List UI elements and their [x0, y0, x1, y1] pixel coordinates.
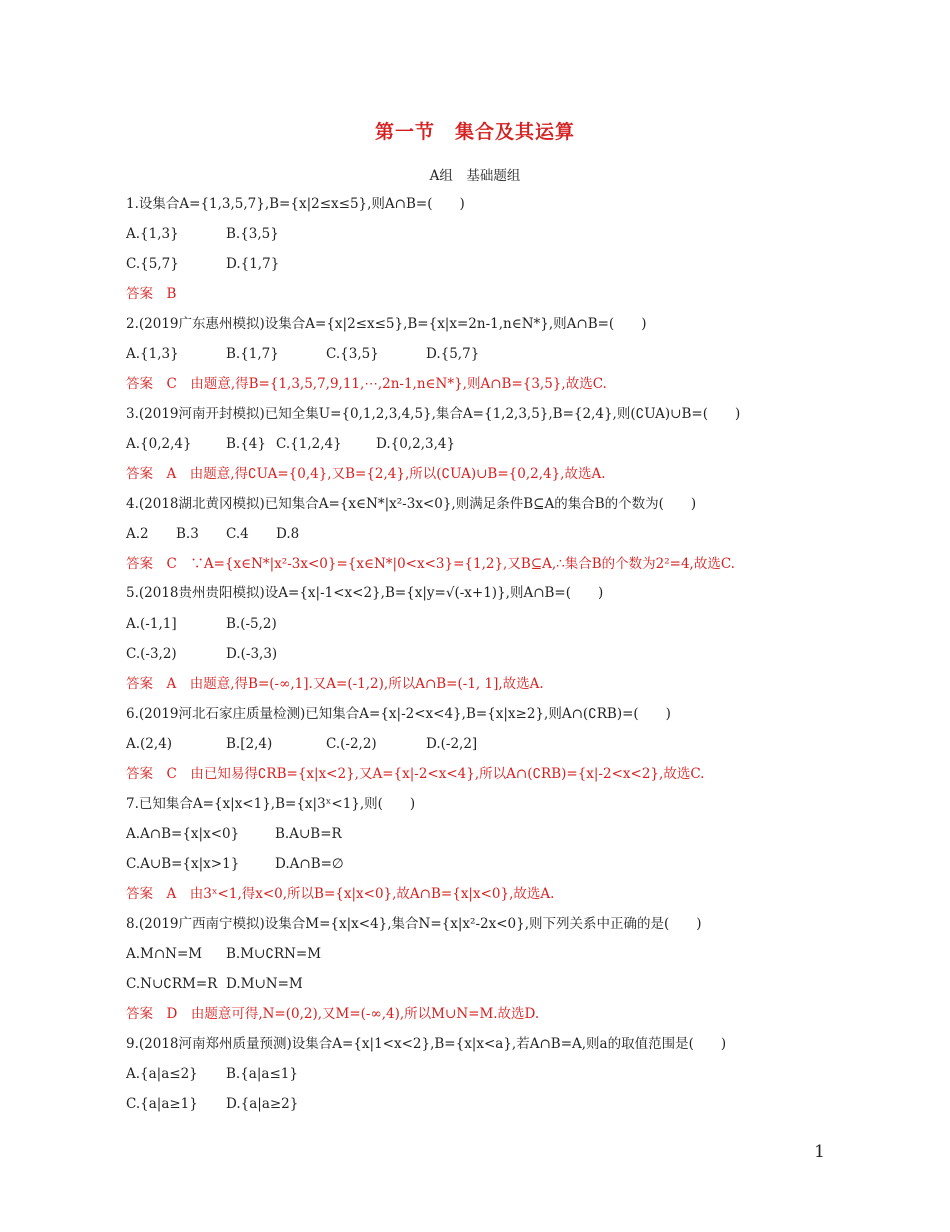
- question-1-options-row-1: [126, 225, 279, 243]
- option-b: B.{a|a≤1}: [226, 1066, 298, 1082]
- question-7-options-row-2: [126, 855, 344, 873]
- question-7-stem: 7.已知集合A={x|x<1},B={x|3ˣ<1},则( ): [126, 796, 416, 812]
- question-7-answer: 答案 A 由3ˣ<1,得x<0,所以B={x|x<0},故A∩B={x|x<0},故选A.: [126, 886, 555, 902]
- option-c: C.4: [226, 526, 249, 542]
- option-d: D.(-2,2]: [426, 736, 478, 752]
- option-d: D.(-3,3): [226, 646, 278, 662]
- question-3-stem: 3.(2019河南开封模拟)已知全集U={0,1,2,3,4,5},集合A={1,2,3,5},B={2,4},则(∁UA)∪B=( ): [126, 406, 741, 422]
- option-c: C.(-3,2): [126, 646, 177, 662]
- option-c: C.(-2,2): [326, 736, 377, 752]
- question-2-options-row: [126, 345, 479, 363]
- option-d: D.8: [276, 526, 300, 542]
- question-9-options-row-1: [126, 1065, 298, 1083]
- option-a: A.{0,2,4}: [126, 436, 192, 452]
- option-c: C.N∪∁RM=R: [126, 976, 218, 992]
- question-5-stem: 5.(2018贵州贵阳模拟)设A={x|-1<x<2},B={x|y=√(-x+1)},则A∩B=( ): [126, 585, 604, 601]
- option-b: B.{4}: [226, 436, 266, 452]
- question-4-stem: 4.(2018湖北黄冈模拟)已知集合A={x∈N*|x²-3x<0},则满足条件B⊆A的集合B的个数为( ): [126, 496, 697, 512]
- option-b: B.3: [176, 526, 199, 542]
- group-heading: A组 基础题组: [429, 168, 521, 184]
- question-1-answer: 答案 B: [126, 286, 177, 302]
- question-8-options-row-2: [126, 975, 303, 993]
- option-b: B.{3,5}: [226, 226, 279, 242]
- question-7-options-row-1: [126, 825, 342, 843]
- option-c: C.{1,2,4}: [276, 436, 342, 452]
- page-number: 1: [814, 1142, 825, 1162]
- option-b: B.{1,7}: [226, 346, 279, 362]
- option-a: A.{a|a≤2}: [126, 1066, 198, 1082]
- question-8-options-row-1: [126, 945, 321, 963]
- option-c: C.{5,7}: [126, 256, 179, 272]
- option-b: B.(-5,2): [226, 616, 277, 632]
- option-a: A.{1,3}: [126, 226, 179, 242]
- option-d: D.{0,2,3,4}: [376, 436, 456, 452]
- question-1-options-row-2: [126, 255, 279, 273]
- question-8-answer: 答案 D 由题意可得,N=(0,2),又M=(-∞,4),所以M∪N=M.故选D.: [126, 1006, 540, 1022]
- option-a: A.{1,3}: [126, 346, 179, 362]
- question-1-stem: 1.设集合A={1,3,5,7},B={x|2≤x≤5},则A∩B=( ): [126, 196, 465, 212]
- option-c: C.A∪B={x|x>1}: [126, 856, 240, 872]
- option-b: B.A∪B=R: [275, 826, 342, 842]
- section-title: 第一节 集合及其运算: [374, 121, 575, 143]
- question-6-stem: 6.(2019河北石家庄质量检测)已知集合A={x|-2<x<4},B={x|x≥2},则A∩(∁RB)=( ): [126, 706, 671, 722]
- option-c: C.{3,5}: [326, 346, 379, 362]
- question-4-options-row: [126, 525, 299, 543]
- option-b: B.[2,4): [226, 736, 273, 752]
- option-a: A.2: [126, 526, 149, 542]
- option-a: A.(2,4): [126, 736, 173, 752]
- option-d: D.M∪N=M: [226, 976, 303, 992]
- option-b: B.M∪∁RN=M: [226, 946, 322, 962]
- option-d: D.{1,7}: [226, 256, 280, 272]
- option-d: D.A∩B=∅: [275, 856, 344, 872]
- question-9-stem: 9.(2018河南郑州质量预测)设集合A={x|1<x<2},B={x|x<a},若A∩B=A,则a的取值范围是( ): [126, 1036, 727, 1052]
- question-6-options-row: [126, 735, 477, 753]
- option-d: D.{a|a≥2}: [226, 1096, 299, 1112]
- question-3-answer: 答案 A 由题意,得∁UA={0,4},又B={2,4},所以(∁UA)∪B={0,2,4},故选A.: [126, 466, 606, 482]
- question-6-answer: 答案 C 由已知易得∁RB={x|x<2},又A={x|-2<x<4},所以A∩(∁RB)={x|-2<x<2},故选C.: [126, 766, 705, 782]
- question-5-options-row-2: [126, 645, 277, 663]
- option-a: A.A∩B={x|x<0}: [126, 826, 240, 842]
- question-5-options-row-1: [126, 615, 277, 633]
- question-2-stem: 2.(2019广东惠州模拟)设集合A={x|2≤x≤5},B={x|x=2n-1,n∈N*},则A∩B=( ): [126, 316, 647, 332]
- question-2-answer: 答案 C 由题意,得B={1,3,5,7,9,11,⋯,2n-1,n∈N*},则A∩B={3,5},故选C.: [126, 376, 607, 392]
- question-9-options-row-2: [126, 1095, 298, 1113]
- option-c: C.{a|a≥1}: [126, 1096, 198, 1112]
- question-5-answer: 答案 A 由题意,得B=(-∞,1].又A=(-1,2),所以A∩B=(-1, 1],故选A.: [126, 676, 544, 692]
- option-a: A.(-1,1]: [126, 616, 177, 632]
- question-4-answer: 答案 C ∵A={x∈N*|x²-3x<0}={x∈N*|0<x<3}={1,2},又B⊆A,∴集合B的个数为2²=4,故选C.: [126, 556, 735, 572]
- question-3-options-row: [126, 435, 455, 453]
- question-8-stem: 8.(2019广西南宁模拟)设集合M={x|x<4},集合N={x|x²-2x<0},则下列关系中正确的是( ): [126, 916, 702, 932]
- option-d: D.{5,7}: [426, 346, 480, 362]
- option-a: A.M∩N=M: [126, 946, 203, 962]
